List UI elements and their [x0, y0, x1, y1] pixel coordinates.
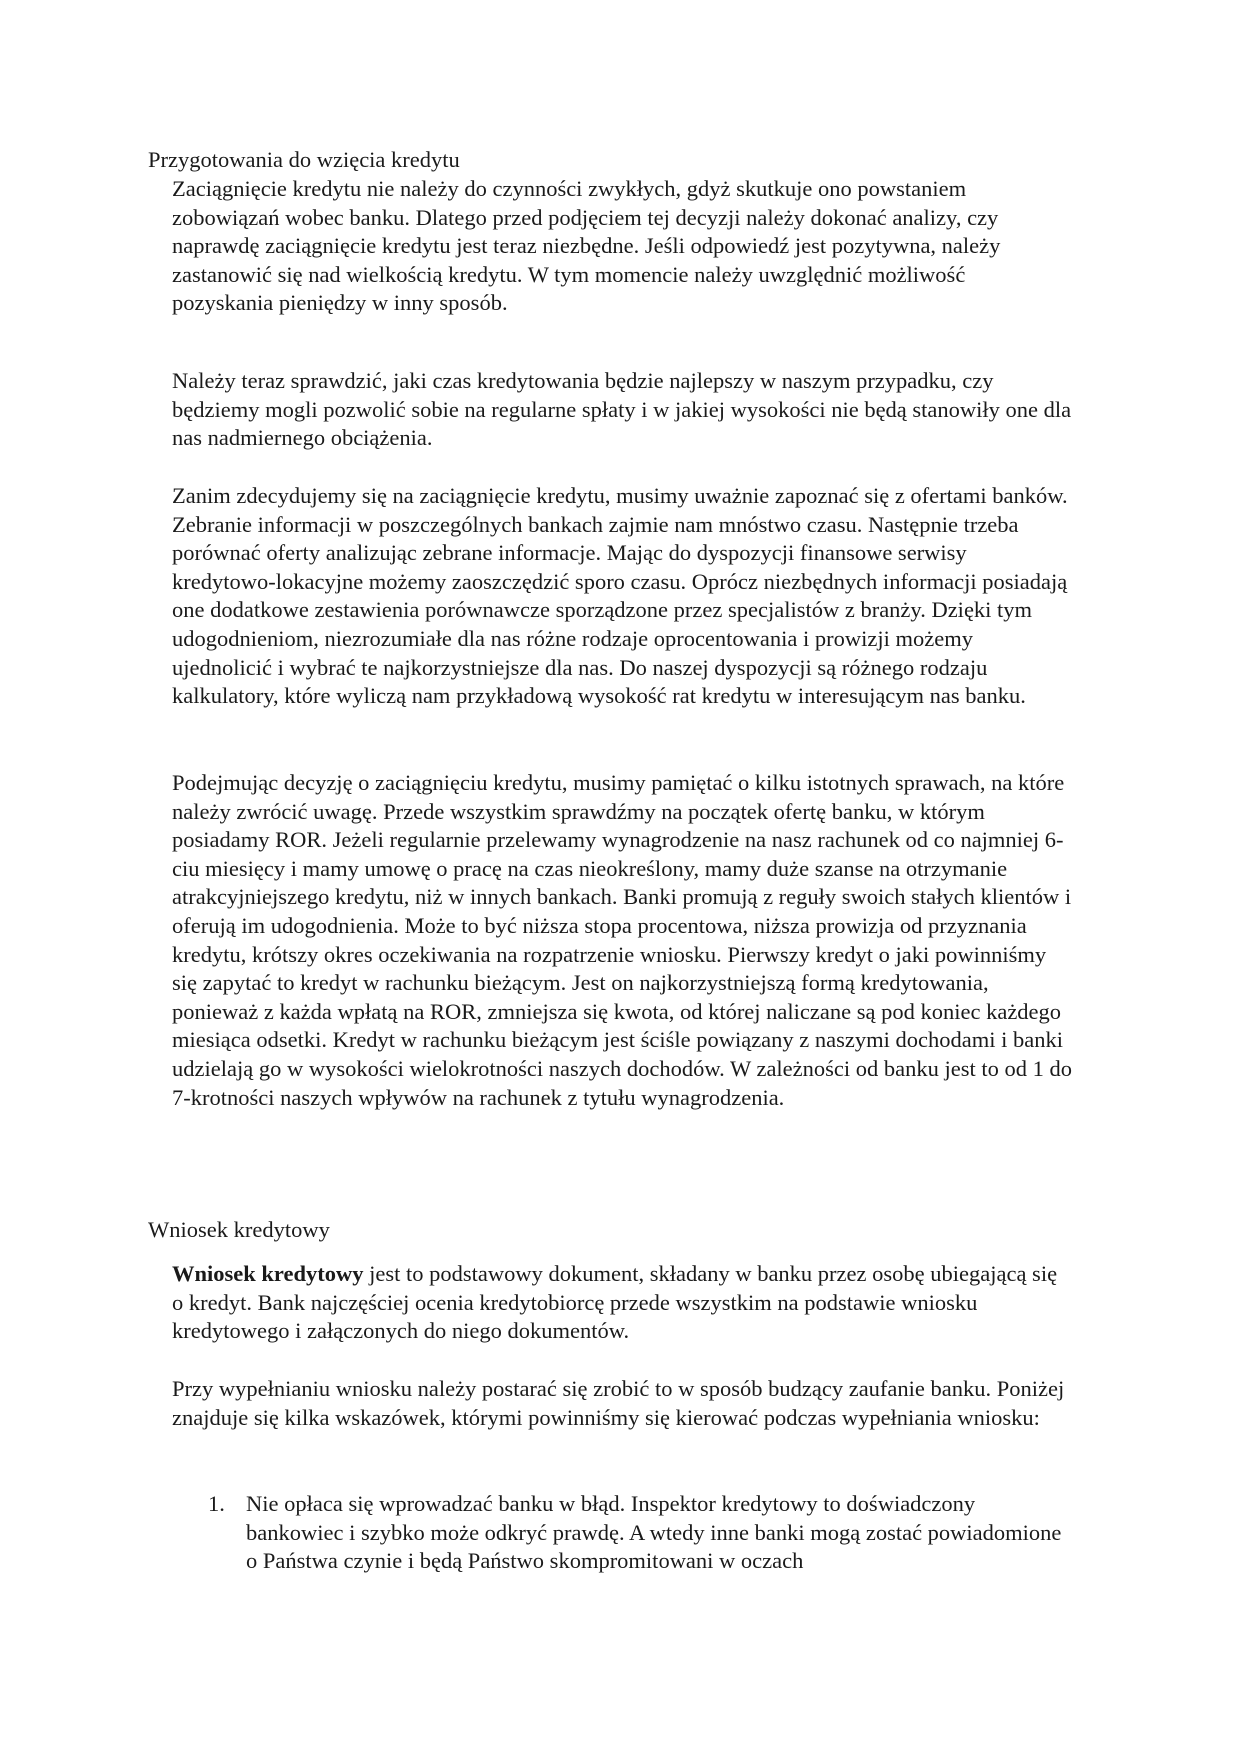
paragraph-1: Zaciągnięcie kredytu nie należy do czynności zwykłych, gdyż skutkuje ono powstaniem zobowiązań wobec banku. Dlatego przed podjęciem tej decyzji należy dokonać analizy, czy naprawdę zaciągnięcie kredytu jest teraz niezbędne. Jeśli odpowiedź jest pozytywna, należy zastanowić się nad wielkością kredytu. W tym momencie należy uwzględnić możliwość pozyskania pieniędzy w inny sposób.: [172, 176, 1001, 316]
paragraph-wniosek-intro: [172, 1260, 1072, 1346]
tips-list: [172, 1490, 1072, 1576]
paragraph-3: Zanim zdecydujemy się na zaciągnięcie kredytu, musimy uważnie zapoznać się z ofertami banków. Zebranie informacji w poszczególnych bankach zajmie nam mnóstwo czasu. Następnie trzeba porównać oferty analizując zebrane informacje. Mając do dyspozycji finansowe serwisy kredytowo-lokacyjne możemy zaoszczędzić sporo czasu. Oprócz niezbędnych informacji posiadają one dodatkowe zestawienia porównawcze sporządzone przez specjalistów z branży. Dzięki tym udogodnieniom, niezrozumiałe dla nas różne rodzaje oprocentowania i prowizji możemy ujednolicić i wybrać te najkorzystniejsze dla nas. Do naszej dyspozycji są różnego rodzaju kalkulatory, które wyliczą nam przykładową wysokość rat kredytu w interesującym nas banku.: [172, 483, 1068, 709]
intro-text: jest to podstawowy dokument, składany w banku przez osobę ubiegającą się o kredyt. Bank najczęściej ocenia kredytobiorcę przede wszystkim na podstawie wniosku kredytowego i załączonych do niego dokumentów.: [172, 1261, 1058, 1344]
list-item-text: Nie opłaca się wprowadzać banku w błąd. Inspektor kredytowy to doświadczony bankowiec i szybko może odkryć prawdę. A wtedy inne banki mogą zostać powiadomione o Państwa czynie i będą Państwo skompromitowani w oczach: [246, 1491, 1062, 1574]
paragraph-2: Należy teraz sprawdzić, jaki czas kredytowania będzie najlepszy w naszym przypadku, czy będziemy mogli pozwolić sobie na regularne spłaty i w jakiej wysokości nie będą stanowiły one dla nas nadmiernego obciążenia.: [172, 368, 1072, 451]
section-heading-przygotowania: Przygotowania do wzięcia kredytu: [148, 147, 460, 172]
bold-term: Wniosek kredytowy: [172, 1261, 364, 1286]
list-number: 1.: [208, 1491, 225, 1516]
list-item: [172, 1490, 1072, 1576]
paragraph-wniosek-tips: Przy wypełnianiu wniosku należy postarać się zrobić to w sposób budzący zaufanie banku. Poniżej znajduje się kilka wskazówek, którymi powinniśmy się kierować podczas wypełniania wniosku:: [172, 1376, 1065, 1430]
section-heading-wniosek: Wniosek kredytowy: [148, 1217, 330, 1242]
paragraph-4: Podejmując decyzję o zaciągnięciu kredytu, musimy pamiętać o kilku istotnych sprawach, na które należy zwrócić uwagę. Przede wszystkim sprawdźmy na początek ofertę banku, w którym posiadamy ROR. Jeżeli regularnie przelewamy wynagrodzenie na nasz rachunek od co najmniej 6-ciu miesięcy i mamy umowę o pracę na czas nieokreślony, mamy duże szanse na otrzymanie atrakcyjniejszego kredytu, niż w innych bankach. Banki promują z reguły swoich stałych klientów i oferują im udogodnienia. Może to być niższa stopa procentowa, niższa prowizja od przyznania kredytu, krótszy okres oczekiwania na rozpatrzenie wniosku. Pierwszy kredyt o jaki powinniśmy się zapytać to kredyt w rachunku bieżącym. Jest on najkorzystniejszą formą kredytowania, ponieważ z każda wpłatą na ROR, zmniejsza się kwota, od której naliczane są pod koniec każdego miesiąca odsetki. Kredyt w rachunku bieżącym jest ściśle powiązany z naszymi dochodami i banki udzielają go w wysokości wielokrotności naszych dochodów. W zależności od banku jest to od 1 do 7-krotności naszych wpływów na rachunek z tytułu wynagrodzenia.: [172, 770, 1073, 1110]
